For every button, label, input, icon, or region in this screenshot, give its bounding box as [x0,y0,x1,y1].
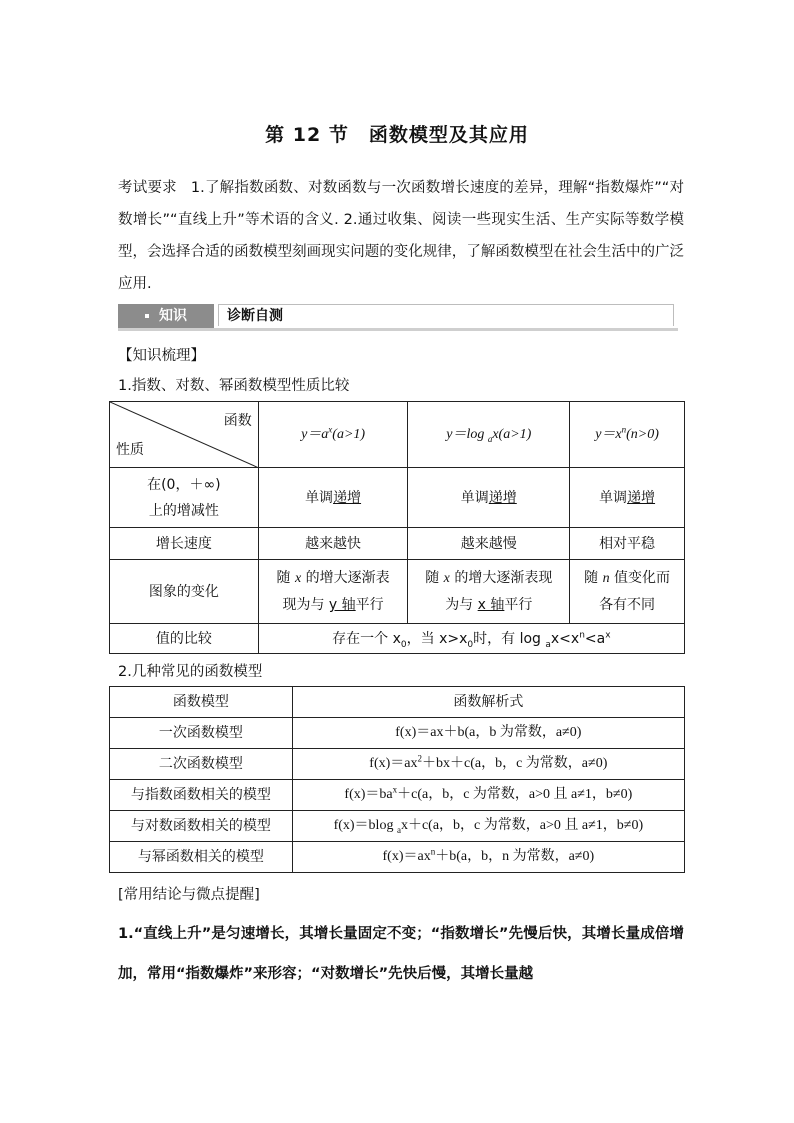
table-row [110,402,685,468]
corner-top-label: 函数 [223,413,252,429]
table-row [110,468,685,528]
square-bullet-icon [145,314,149,318]
model-formula: f(x)＝blog $_a$x＋c(a，b，c 为常数，a>0 且 a≠1，b≠0) [292,811,684,842]
model-name: 与幂函数相关的模型 [110,842,293,873]
function-models-table [109,686,685,873]
table1-caption: 1.指数、对数、幂函数模型性质比较 [118,378,350,394]
table-row [110,811,685,842]
row-label-speed: 增长速度 [110,528,259,560]
cell: 单调递增 [258,468,408,528]
table-row [110,528,685,560]
table-row [110,780,685,811]
comparison-table [109,401,685,654]
cell: 相对平稳 [570,528,685,560]
cell: 随 x 的增大逐渐表 现为与 y 轴平行 [258,560,408,624]
table2-caption: 2.几种常见的函数模型 [118,664,263,680]
model-name: 与对数函数相关的模型 [110,811,293,842]
cell: 随 n 值变化而 各有不同 [570,560,685,624]
cell: 越来越快 [258,528,408,560]
section-banner [118,304,678,331]
table-row [110,842,685,873]
model-formula: $f(x)=ax^2+bx+c(a$，b，c 为常数，a≠0) [292,749,684,780]
table-row [110,749,685,780]
remark-paragraph: 1.“直线上升”是匀速增长，其增长量固定不变；“指数增长”先慢后快，其增长量成倍增加，常用“指数爆炸”来形容；“对数增长”先快后慢，其增长量越 [118,926,684,982]
model-name: 一次函数模型 [110,718,293,749]
banner-tag: 知识 [118,304,214,328]
remarks-label: [常用结论与微点提醒] [118,887,260,903]
banner-subtitle: 诊断自测 [218,304,674,326]
model-name: 与指数函数相关的模型 [110,780,293,811]
table-row [110,624,685,654]
model-formula: $f(x)=ba^x+c(a$，b，c 为常数，a>0 且 a≠1，b≠0) [292,780,684,811]
header-exponential: $y=a^x(a>1)$ [258,402,408,468]
corner-bottom-label: 性质 [116,442,144,458]
cell: 越来越慢 [408,528,570,560]
table-row [110,560,685,624]
cell: 随 x 的增大逐渐表现 为与 x 轴平行 [408,560,570,624]
cell: 单调递增 [408,468,570,528]
page-title: 第 12 节 函数模型及其应用 [265,124,529,146]
table-row [110,687,685,718]
header-model: 函数模型 [110,687,293,718]
cell: 单调递增 [570,468,685,528]
requirements-text: 1.了解指数函数、对数函数与一次函数增长速度的差异，理解“指数爆炸”“对数增长”“直线上升”等术语的含义. 2.通过收集、阅读一些现实生活、生产实际等数学模型，会选择合适的函数模型刻画现实问题的变化规律，了解函数模型在社会生活中的广泛应用. [118,180,685,292]
requirements-label: 考试要求 [118,180,177,196]
section-label: 【知识梳理】 [118,348,205,364]
row-label-graph: 图象的变化 [110,560,259,624]
model-name: 二次函数模型 [110,749,293,780]
table-row [110,718,685,749]
compare-cell: 存在一个 $x_0$，当 $x>x_0$时，有 $\log _ax<x^n<a^x$ [258,624,684,654]
diagonal-header-cell [110,402,259,468]
model-formula: $f(x)=ax^n+b(a$，b，n 为常数，a≠0) [292,842,684,873]
header-logarithmic: y＝log $_a$x(a>1) [408,402,570,468]
row-label-compare: 值的比较 [110,624,259,654]
header-power: $y=x^n(n>0)$ [570,402,685,468]
model-formula: f(x)＝ax＋b(a，b 为常数，a≠0) [292,718,684,749]
exam-requirements [118,172,684,300]
header-formula: 函数解析式 [292,687,684,718]
row-label-monotonic: 在(0，＋∞) 上的增减性 [110,468,259,528]
